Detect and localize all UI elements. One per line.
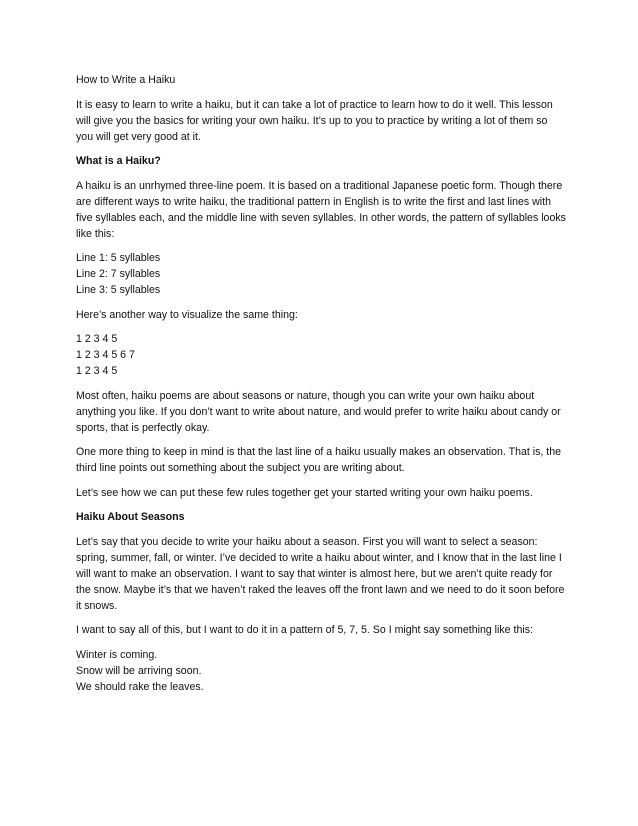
example-haiku-poem <box>76 647 566 695</box>
number-line: 1 2 3 4 5 <box>76 365 118 377</box>
syllable-line: Line 2: 7 syllables <box>76 268 161 280</box>
syllable-pattern-list <box>76 250 566 298</box>
document-title: How to Write a Haiku <box>76 74 176 86</box>
haiku-definition-paragraph: A haiku is an unrhymed three-line poem. It is based on a traditional Japanese poetic form. Though there are different ways to write haiku, the traditional pattern in English is to write the first and last lines with five syllables each, and the middle line with seven syllables. In other words, the pattern of syllables looks like this: <box>76 179 566 240</box>
number-line: 1 2 3 4 5 6 7 <box>76 349 135 361</box>
number-pattern-list <box>76 331 566 379</box>
poem-line: We should rake the leaves. <box>76 680 204 693</box>
intro-paragraph: It is easy to learn to write a haiku, but it can take a lot of practice to learn how to do it well. This lesson will give you the basics for writing your own haiku. It’s up to you to practice by writing a lot of them so you will get very good at it. <box>76 98 553 143</box>
document-page <box>76 72 566 703</box>
poem-line: Winter is coming. <box>76 648 158 661</box>
topics-paragraph: Most often, haiku poems are about seasons or nature, though you can write your own haiku about anything you like. If you don’t want to write about nature, and would prefer to write haiku about candy or sports, that is perfectly okay. <box>76 389 561 434</box>
syllable-line: Line 3: 5 syllables <box>76 284 161 296</box>
number-line: 1 2 3 4 5 <box>76 333 118 345</box>
observation-paragraph: One more thing to keep in mind is that the last line of a haiku usually makes an observation. That is, the third line points out something about the subject you are writing about. <box>76 446 562 474</box>
poem-line: Snow will be arriving soon. <box>76 664 202 677</box>
season-example-paragraph: Let’s say that you decide to write your haiku about a season. First you will want to select a season: spring, summer, fall, or winter. I’ve decided to write a haiku about winter, and I know that in the last line I will want to make an observation. I want to say that winter is almost here, but we aren’t quite ready for the snow. Maybe it’s that we haven’t raked the leaves off the front lawn and we need to do it soon before it snows. <box>76 535 565 612</box>
section-heading-what-is-haiku: What is a Haiku? <box>76 155 161 167</box>
visualize-paragraph: Here’s another way to visualize the same thing: <box>76 308 298 321</box>
syllable-line: Line 1: 5 syllables <box>76 252 161 264</box>
section-heading-seasons: Haiku About Seasons <box>76 511 185 523</box>
transition-paragraph: Let’s see how we can put these few rules together get your started writing your own haiku poems. <box>76 486 533 499</box>
pattern-paragraph: I want to say all of this, but I want to do it in a pattern of 5, 7, 5. So I might say something like this: <box>76 624 533 636</box>
